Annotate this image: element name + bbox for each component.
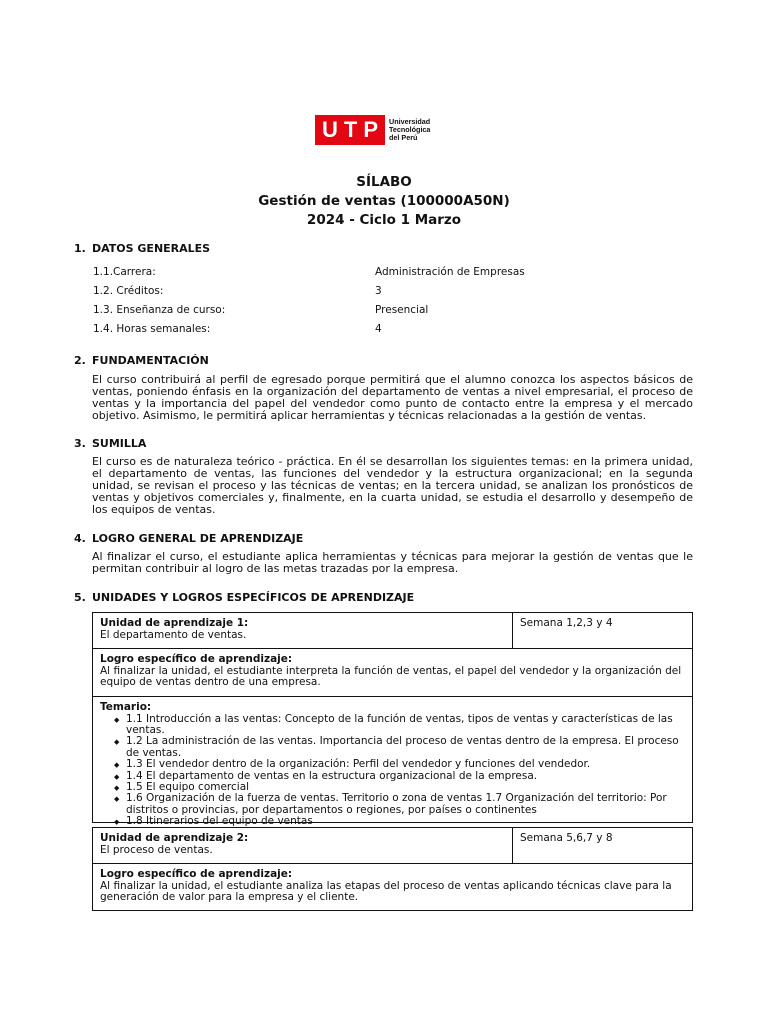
logro-especifico-text: Al finalizar la unidad, el estudiante interpreta la función de ventas, el papel del vendedor y la organización del equipo de ventas dentro de una empresa. <box>100 664 682 688</box>
logro-especifico-row <box>93 648 692 696</box>
section-heading-logro-general: 4. LOGRO GENERAL DE APRENDIZAJE <box>74 532 304 545</box>
datos-value: Administración de Empresas <box>375 266 525 278</box>
title-course: Gestión de ventas (100000A50N) <box>258 193 510 209</box>
utp-logo <box>315 114 430 146</box>
datos-value: 4 <box>375 323 382 335</box>
logro-especifico-text: Al finalizar la unidad, el estudiante analiza las etapas del proceso de ventas aplicando técnicas clave para la generación de valor para la empresa y el cliente. <box>100 879 672 903</box>
university-name: Universidad Tecnológica del Perú <box>389 117 431 142</box>
unit-name: El proceso de ventas. <box>100 843 213 856</box>
unit-label: Unidad de aprendizaje 1: <box>100 617 249 629</box>
datos-label: 1.3. Enseñanza de curso: <box>93 304 226 316</box>
logo-letter: P <box>363 117 379 142</box>
utp-logo-mark <box>315 115 385 145</box>
temario-item: ◆ 1.3 El vendedor dentro de la organización: Perfil del vendedor y funciones del vendedor. <box>126 759 685 770</box>
unit-table <box>92 612 693 828</box>
fundamentacion-text: El curso contribuirá al perfil de egresado porque permitirá que el alumno conozca los aspectos básicos de ventas, poniendo énfasis en la organización del departamento de ventas a nivel empresarial, el proceso de ventas y la importancia del papel del vendedor como punto de contacto entre la empresa y el mercado objetivo. Asimismo, le permitirá aplicar herramientas y técnicas relacionadas a la gestión de ventas. <box>92 373 693 422</box>
unit-header-row <box>93 828 692 863</box>
temario-item: ◆ 1.2 La administración de las ventas. Importancia del proceso de ventas dentro de la empresa. El proceso de ventas. <box>126 736 685 759</box>
temario-row <box>93 696 692 828</box>
section-heading-unidades: 5. UNIDADES Y LOGROS ESPECÍFICOS DE APRENDIZAJE <box>74 591 415 604</box>
unit-name: El departamento de ventas. <box>100 628 247 641</box>
logro-especifico-label: Logro específico de aprendizaje: <box>100 868 293 880</box>
datos-label: 1.1.Carrera: <box>93 266 156 278</box>
logro-especifico-label: Logro específico de aprendizaje: <box>100 653 293 665</box>
unit-label: Unidad de aprendizaje 2: <box>100 832 249 844</box>
logo-letter: U <box>322 117 338 142</box>
temario-item: ◆ 1.8 Itinerarios del equipo de ventas <box>126 816 685 827</box>
temario-item: ◆ 1.5 El equipo comercial <box>126 782 685 793</box>
sumilla-text: El curso es de naturaleza teórico - práctica. En él se desarrollan los siguientes temas: en la primera unidad, el departamento de ventas, las funciones del vendedor y la estructura organizacional; en la segunda unidad, se revisan el proceso y las técnicas de ventas; en la tercera unidad, se analizan los pronósticos de ventas y objetivos comerciales y, finalmente, en la cuarta unidad, se estudia el desarrollo y desempeño de los equipos de ventas. <box>92 455 693 516</box>
unit-table <box>92 827 693 911</box>
temario-item: ◆ 1.1 Introducción a las ventas: Concepto de la función de ventas, tipos de ventas y características de las ventas. <box>126 714 685 737</box>
unit-weeks: Semana 5,6,7 y 8 <box>520 832 613 844</box>
datos-value: 3 <box>375 285 382 297</box>
title-cycle: 2024 - Ciclo 1 Marzo <box>306 212 462 228</box>
section-heading-fundamentacion: 2. FUNDAMENTACIÓN <box>74 354 209 367</box>
datos-label: 1.4. Horas semanales: <box>93 323 211 335</box>
section-heading-datos-generales: 1. DATOS GENERALES <box>74 242 211 255</box>
logo-letter: T <box>343 117 358 142</box>
datos-value: Presencial <box>375 304 429 316</box>
document-title <box>0 173 768 230</box>
title-silabo: SÍLABO <box>356 174 412 190</box>
temario-list <box>100 714 685 828</box>
temario-item: ◆ 1.6 Organización de la fuerza de ventas. Territorio o zona de ventas 1.7 Organización del territorio: Por distritos o provincias, por departamentos o regiones, por países o continentes <box>126 793 685 816</box>
unit-header-row <box>93 613 692 648</box>
datos-label: 1.2. Créditos: <box>93 285 164 297</box>
unit-weeks: Semana 1,2,3 y 4 <box>520 617 613 629</box>
temario-item: ◆ 1.4 El departamento de ventas en la estructura organizacional de la empresa. <box>126 771 685 782</box>
logro-especifico-row <box>93 863 692 910</box>
logro-general-text: Al finalizar el curso, el estudiante aplica herramientas y técnicas para mejorar la gestión de ventas que le permitan contribuir al logro de las metas trazadas por la empresa. <box>92 550 693 575</box>
temario-label: Temario: <box>100 701 152 713</box>
section-heading-sumilla: 3. SUMILLA <box>74 437 147 450</box>
